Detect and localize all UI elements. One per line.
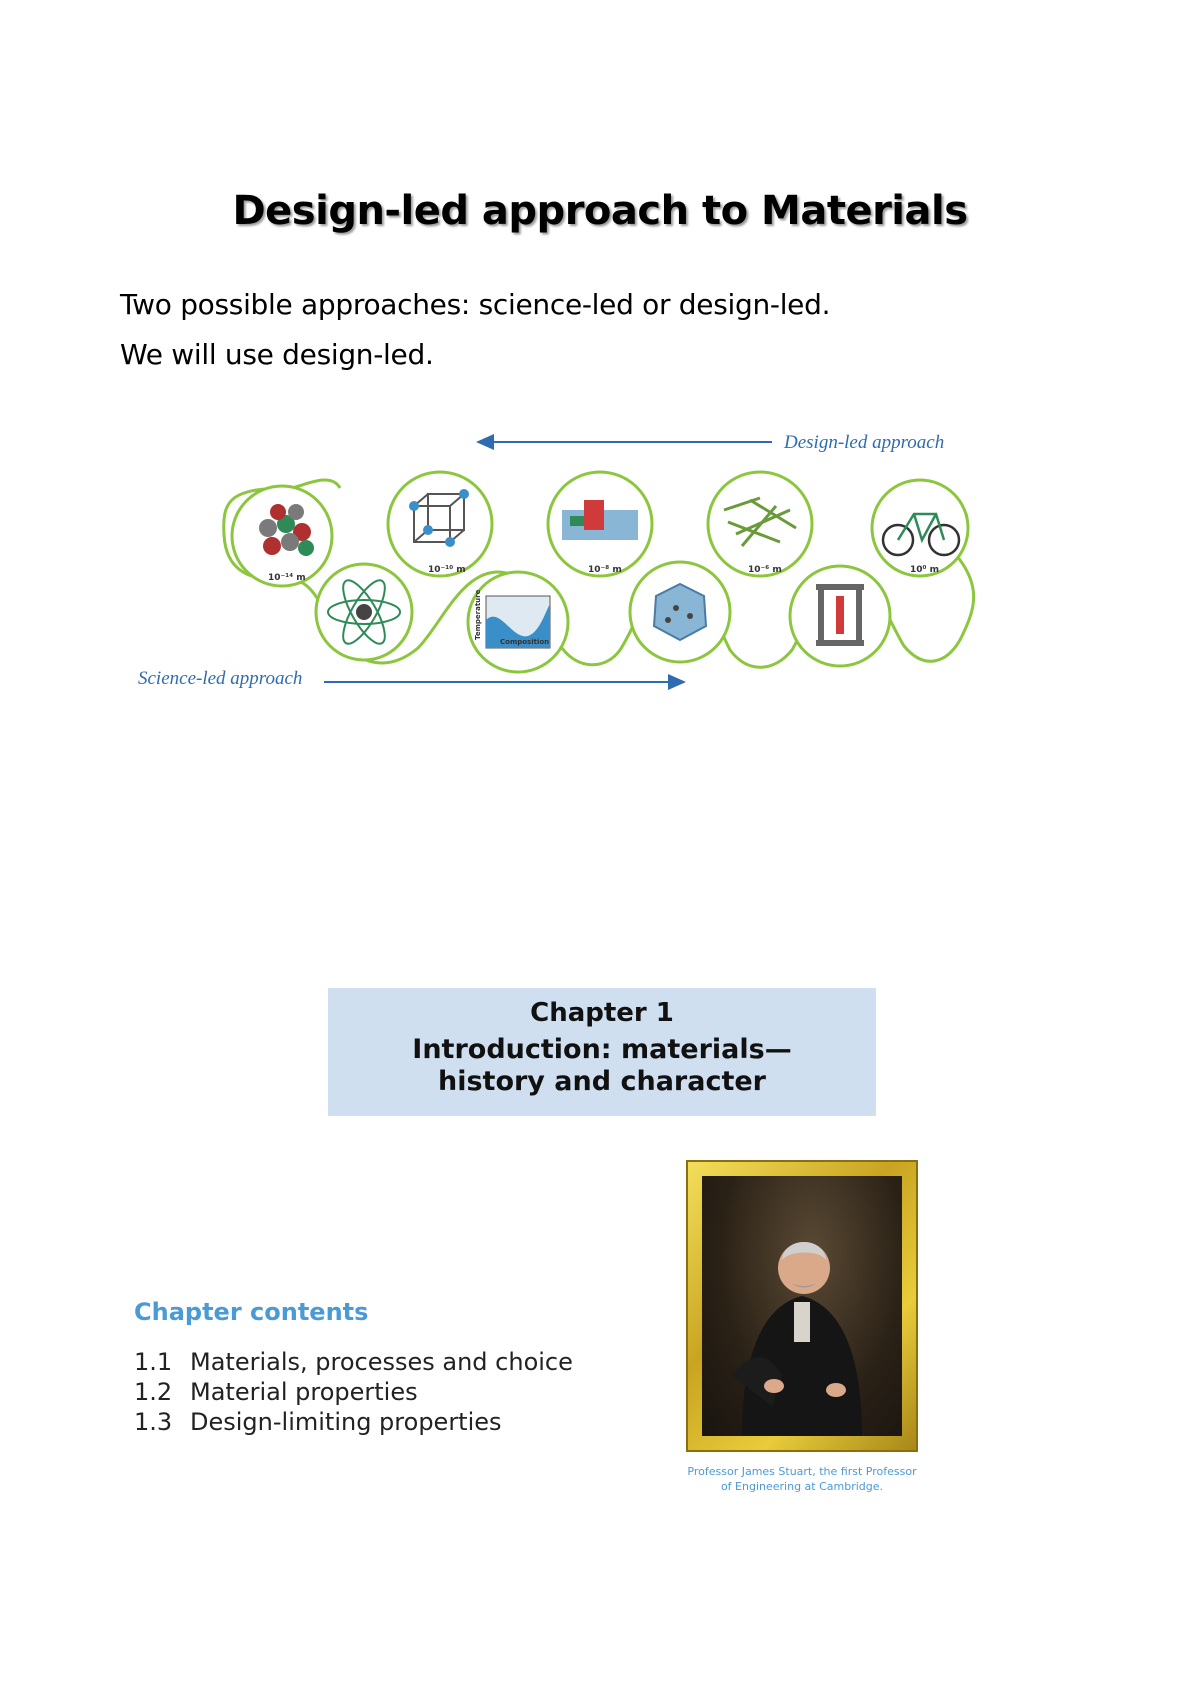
stage-atoms-cluster <box>232 486 332 586</box>
scale-label-5: 10⁰ m <box>910 565 939 575</box>
toc-item-label: Material properties <box>190 1378 418 1406</box>
toc-item <box>134 1378 573 1408</box>
toc-item-number: 1.2 <box>134 1378 173 1406</box>
intro-line-1: Two possible approaches: science-led or design-led. <box>120 288 831 321</box>
stage-tensile-test <box>790 566 890 666</box>
scale-label-4: 10⁻⁶ m <box>748 565 782 575</box>
chapter-number: Chapter 1 <box>530 998 674 1028</box>
chapter-contents-heading: Chapter contents <box>134 1298 369 1326</box>
toc-item <box>134 1408 573 1438</box>
chapter-contents-list <box>134 1348 573 1438</box>
stage-crystal-lattice <box>388 472 492 576</box>
chapter-heading-box <box>328 988 876 1116</box>
chapter-title-line-2: history and character <box>437 1066 766 1097</box>
scale-label-1: 10⁻¹⁴ m <box>268 573 306 583</box>
page-title: Design-led approach to Materials <box>232 188 968 234</box>
phase-axis-y-label: Temperature <box>474 589 482 640</box>
toc-item-label: Design-limiting properties <box>190 1408 502 1436</box>
stage-grains <box>630 562 730 662</box>
portrait-caption-line-2: of Engineering at Cambridge. <box>720 1480 884 1493</box>
scale-label-3: 10⁻⁸ m <box>588 565 622 575</box>
length-scale-diagram <box>0 0 1200 740</box>
portrait-caption-line-1: Professor James Stuart, the first Professor <box>687 1465 917 1478</box>
scale-label-2: 10⁻¹⁰ m <box>428 565 466 575</box>
toc-item <box>134 1348 573 1378</box>
design-led-label: Design-led approach <box>784 432 945 453</box>
seated-man-figure <box>702 1176 902 1436</box>
stage-atom <box>316 564 412 660</box>
chapter-title-line-1: Introduction: materials— <box>412 1034 792 1065</box>
stage-phase-diagram <box>468 572 568 672</box>
toc-item-number: 1.3 <box>134 1408 173 1436</box>
portrait-image <box>702 1176 902 1436</box>
intro-line-2: We will use design-led. <box>120 338 434 371</box>
toc-item-number: 1.1 <box>134 1348 173 1376</box>
portrait-frame <box>686 1160 918 1452</box>
stage-grain-structure <box>708 472 812 576</box>
toc-item-label: Materials, processes and choice <box>190 1348 573 1376</box>
stage-bicycle <box>872 480 968 576</box>
stage-microstructure-blocks <box>548 472 652 576</box>
portrait-caption <box>682 1464 922 1494</box>
phase-axis-x-label: Composition <box>500 638 550 646</box>
science-led-label: Science-led approach <box>138 668 303 689</box>
